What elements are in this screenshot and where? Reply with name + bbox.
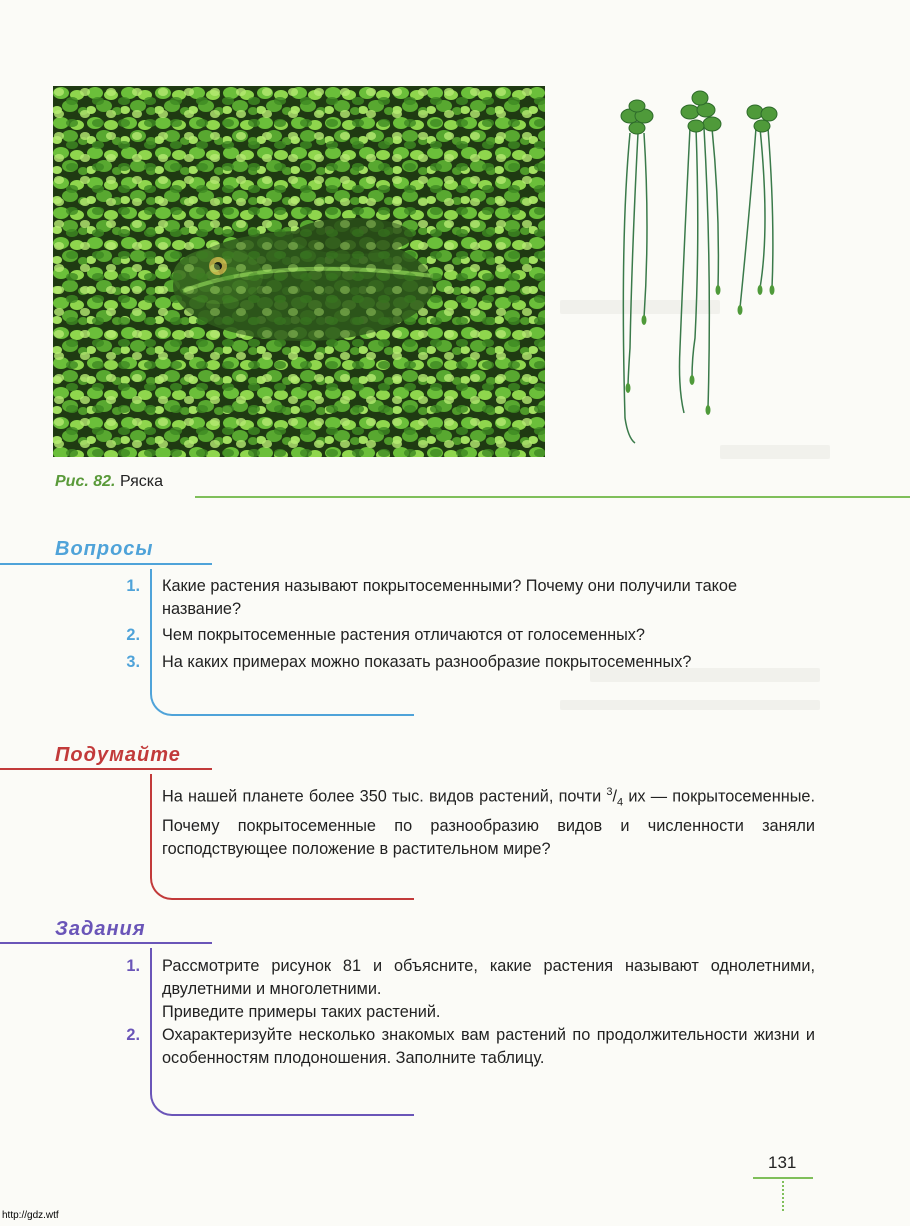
think-heading: Подумайте — [55, 744, 181, 766]
watermark: http://gdz.wtf — [2, 1210, 59, 1221]
caption-divider — [195, 496, 910, 498]
page-number-dots — [782, 1181, 784, 1211]
page-number-rule — [753, 1177, 813, 1179]
figure-label: Рис. 82. — [55, 473, 116, 490]
duckweed-drawing — [600, 88, 790, 458]
tasks-rule — [0, 942, 212, 944]
figure-caption — [55, 473, 163, 491]
questions-rule — [0, 563, 212, 565]
duckweed-photo — [53, 86, 545, 457]
questions-heading: Вопросы — [55, 538, 154, 560]
bleed-through — [560, 700, 820, 710]
tasks-heading: Задания — [55, 918, 146, 940]
think-rule — [0, 768, 212, 770]
page-number: 131 — [768, 1153, 797, 1172]
figure-title: Ряска — [119, 473, 163, 490]
